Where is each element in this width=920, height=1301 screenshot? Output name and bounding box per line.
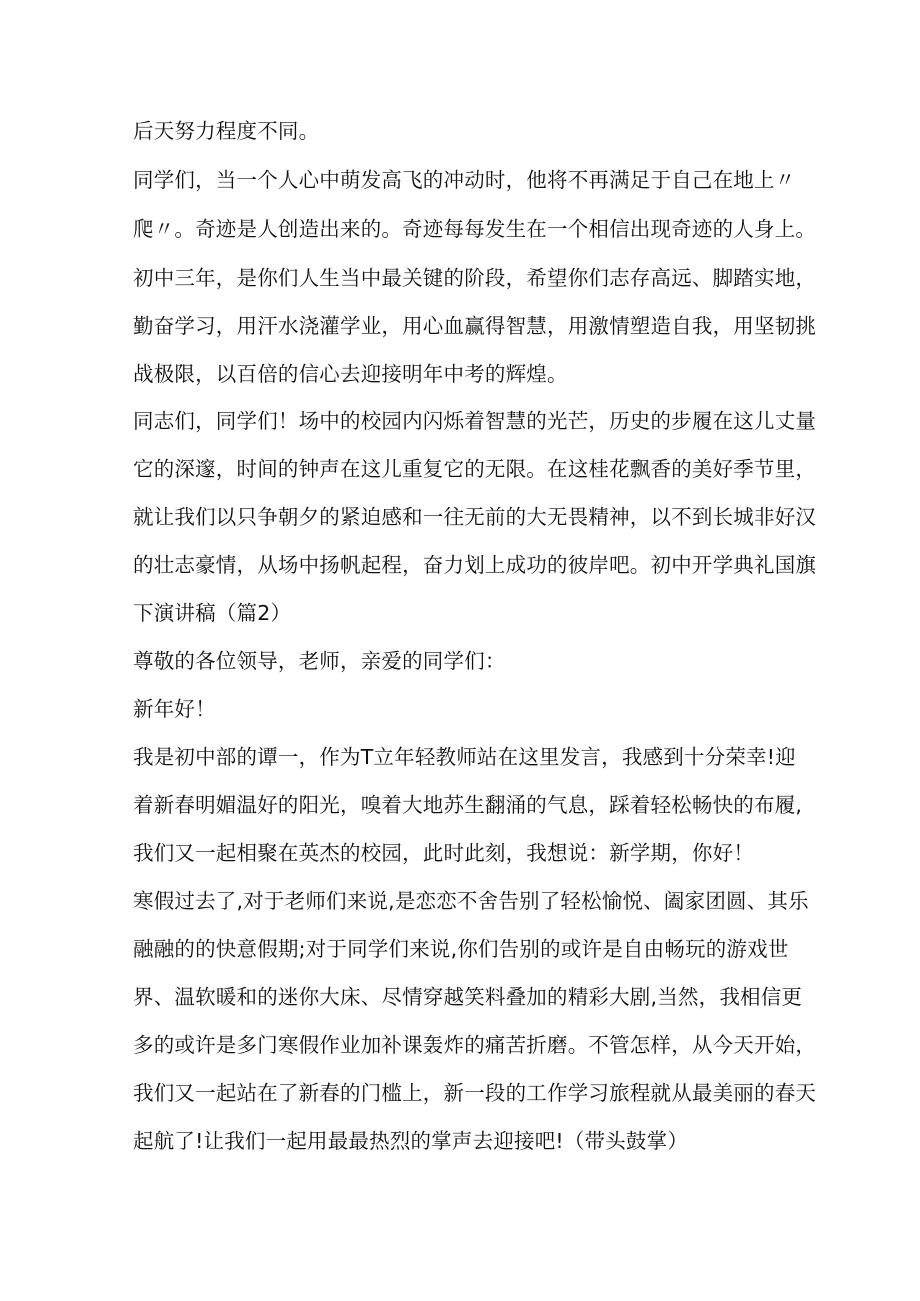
text-line: 寒假过去了,对于老师们来说,是恋恋不舍告别了轻松愉悦、阖家团圆、其乐 [133, 889, 809, 913]
text-line: 同学们，当一个人心中萌发高飞的冲动时，他将不再满足于自己在地上〃 [133, 168, 796, 192]
text-line: 后天努力程度不同。 [133, 119, 320, 143]
text-line: 下演讲稿（篇2） [133, 601, 292, 625]
text-line: 它的深邃，时间的钟声在这儿重复它的无限。在这桂花飘香的美好季节里， [133, 457, 817, 481]
text-line: 融融的的快意假期;对于同学们来说,你们告别的或许是自由畅玩的游戏世 [133, 937, 789, 961]
text-line: 同志们，同学们！场中的校园内闪烁着智慧的光芒，历史的步履在这儿丈量 [133, 409, 817, 433]
text-line: 我是初中部的谭一，作为T立年轻教师站在这里发言，我感到十分荣幸!迎 [133, 745, 796, 769]
text-line: 尊敬的各位领导，老师，亲爱的同学们： [133, 649, 506, 673]
text-line: 勤奋学习，用汗水浇灌学业，用心血赢得智慧，用激情塑造自我，用坚韧挑 [133, 314, 817, 338]
text-line: 战极限，以百倍的信心去迎接明年中考的辉煌。 [133, 362, 568, 386]
text-line: 初中三年，是你们人生当中最关键的阶段，希望你们志存高远、脚踏实地， [133, 266, 817, 290]
text-line: 爬〃。奇迹是人创造出来的。奇迹每每发生在一个相信出现奇迹的人身上。 [133, 217, 817, 241]
text-line: 我们又一起相聚在英杰的校园，此时此刻，我想说：新学期，你好！ [133, 841, 754, 865]
text-line: 界、温软暖和的迷你大床、尽情穿越笑料叠加的精彩大剧,当然，我相信更 [133, 985, 803, 1009]
text-line: 多的或许是多门寒假作业加补课轰炸的痛苦折磨。不管怎样，从今天开始， [133, 1033, 817, 1057]
text-line: 就让我们以只争朝夕的紧迫感和一往无前的大无畏精神，以不到长城非好汉 [133, 505, 817, 529]
text-line: 的壮志豪情，从场中扬帆起程，奋力划上成功的彼岸吧。初中开学典礼国旗 [133, 553, 817, 577]
text-line: 着新春明媚温好的阳光，嗅着大地苏生翻涌的气息，踩着轻松畅快的布履, [133, 793, 803, 817]
text-line: 新年好！ [133, 697, 216, 721]
text-line: 起航了!让我们一起用最最热烈的掌声去迎接吧!（带头鼓掌） [133, 1129, 689, 1153]
text-line: 我们又一起站在了新春的门槛上，新一段的工作学习旅程就从最美丽的春天 [133, 1081, 817, 1105]
